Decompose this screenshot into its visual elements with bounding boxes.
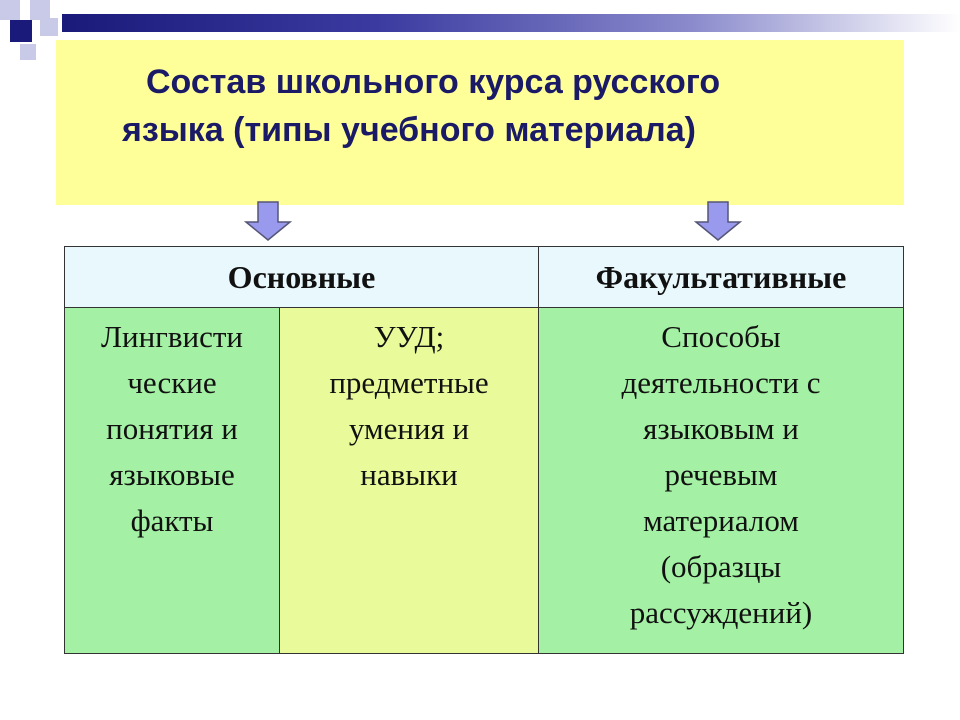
cell-skills bbox=[280, 308, 539, 654]
down-arrow-icon bbox=[694, 200, 742, 242]
header-gradient-bar bbox=[62, 14, 960, 32]
page-title bbox=[56, 58, 904, 154]
table-header-row bbox=[65, 247, 904, 308]
table-row bbox=[65, 308, 904, 654]
cell-activity-methods bbox=[539, 308, 904, 654]
down-arrow-icon bbox=[244, 200, 292, 242]
decor-square bbox=[20, 44, 36, 60]
cell-text: Лингвисти ческие понятия и языковые факты bbox=[100, 319, 244, 538]
decor-square bbox=[40, 18, 58, 36]
cell-text: УУД; предметные умения и навыки bbox=[329, 319, 489, 492]
cell-text: Способы деятельности с языковым и речевым материалом (образцы рассуждений) bbox=[621, 319, 821, 630]
title-line-2: языка (типы учебного материала) bbox=[122, 111, 696, 149]
header-main: Основные bbox=[65, 247, 539, 308]
cell-linguistic-concepts bbox=[65, 308, 280, 654]
title-box bbox=[56, 40, 904, 205]
decor-square bbox=[0, 0, 20, 20]
decor-square bbox=[30, 0, 50, 20]
title-line-1: Состав школьного курса русского bbox=[146, 63, 721, 101]
header-optional: Факультативные bbox=[539, 247, 904, 308]
decor-square bbox=[10, 20, 32, 42]
material-types-table bbox=[64, 246, 904, 654]
